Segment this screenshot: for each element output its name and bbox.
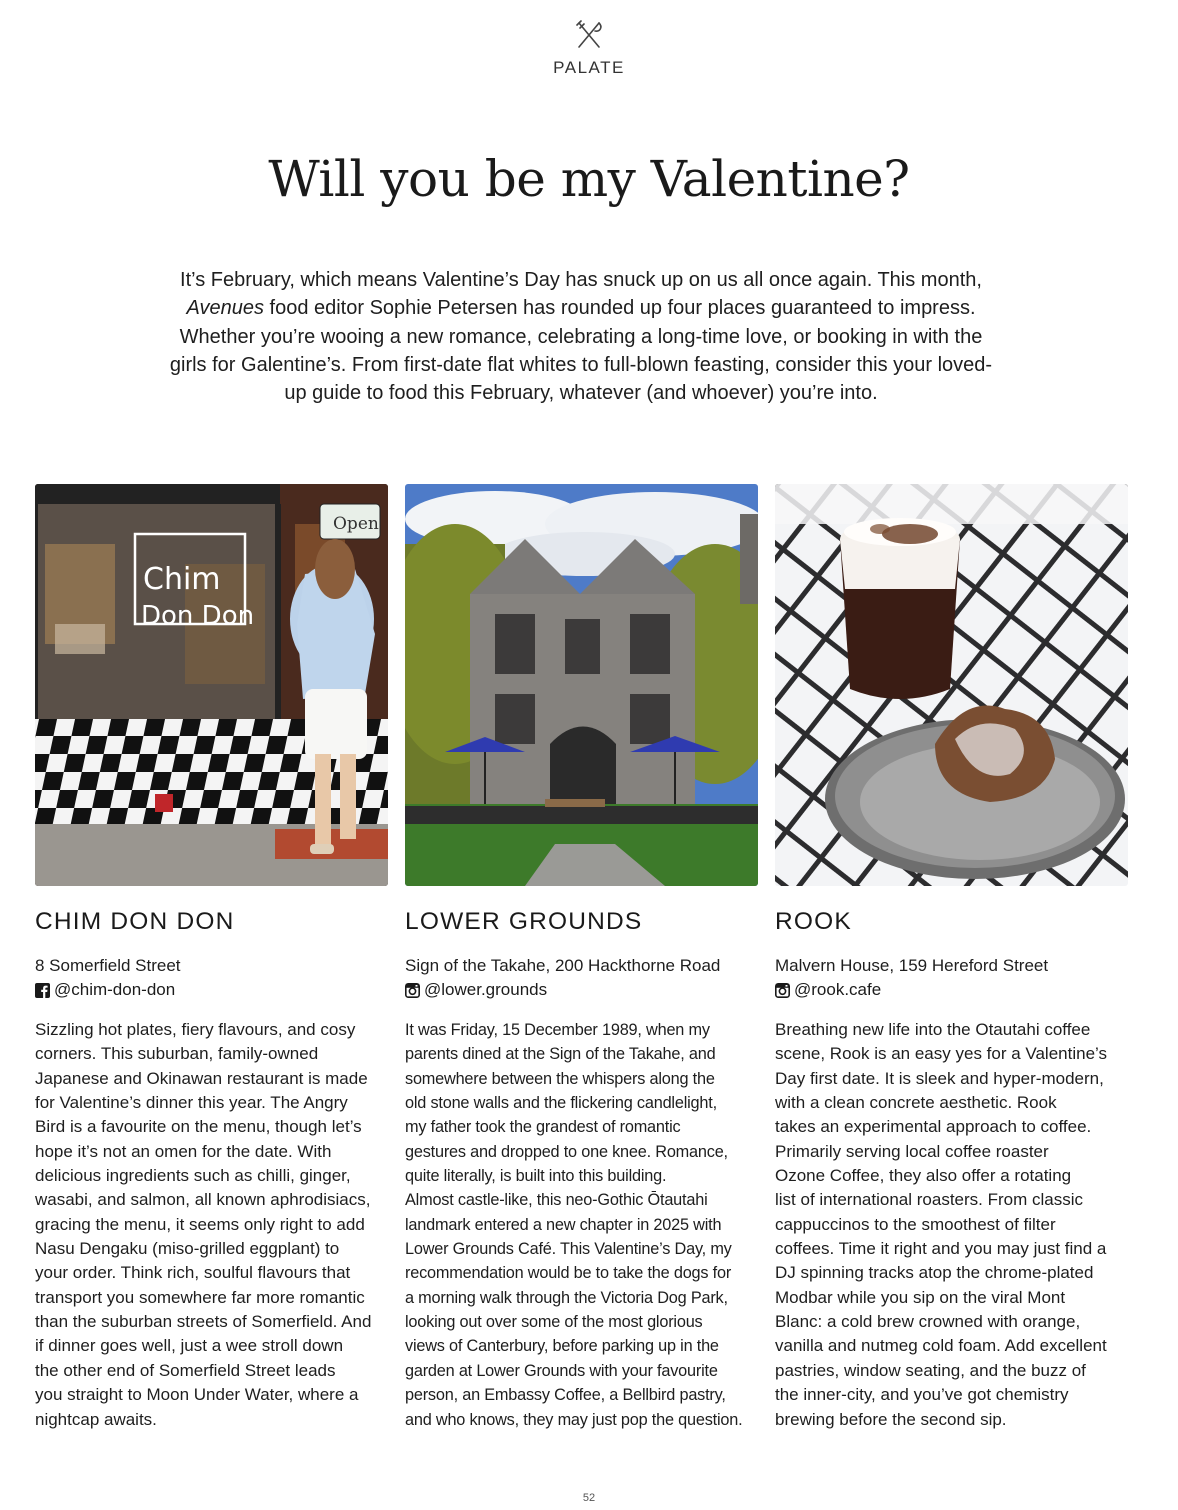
text-line: Sizzling hot plates, fiery flavours, and cosy xyxy=(35,1020,356,1039)
photo-lower-grounds xyxy=(405,484,758,886)
text-line: Modbar while you sip on the viral Mont xyxy=(775,1287,1066,1307)
text-line: old stone walls and the flickering candlelight, xyxy=(405,1094,717,1113)
text-line: your order. Think rich, soulful flavours that xyxy=(35,1263,351,1283)
text-line: It was Friday, 15 December 1989, when my xyxy=(405,1021,710,1039)
text-line: Lower Grounds Café. This Valentine’s Day, my xyxy=(405,1240,732,1259)
text-line: list of international roasters. From classic xyxy=(775,1190,1083,1210)
text-line: parents dined at the Sign of the Takahe, and xyxy=(405,1045,716,1064)
text-line: than the suburban streets of Somerfield. And xyxy=(35,1312,372,1332)
intro-text-1: It’s February, which means Valentine’s Day has snuck up on us all once again. This month, xyxy=(180,269,982,291)
text-line: transport you somewhere far more romantic xyxy=(35,1287,365,1307)
text-line: Almost castle-like, this neo-Gothic Ōtautahi xyxy=(405,1191,708,1210)
text-line: views of Canterbury, before parking up in the xyxy=(405,1337,719,1356)
intro-paragraph xyxy=(160,266,1002,407)
text-line: gracing the menu, it seems only right to add xyxy=(35,1214,365,1234)
stone-building-image xyxy=(405,484,758,886)
sign-text-line1: Chim xyxy=(143,562,221,597)
open-sign: Open xyxy=(333,514,379,534)
social-handle[interactable]: @lower.grounds xyxy=(424,980,548,999)
social-handle[interactable]: @chim-don-don xyxy=(54,980,176,999)
text-line: brewing before the second sip. xyxy=(775,1409,1007,1429)
text-line: for Valentine’s dinner this year. The Angry xyxy=(35,1093,348,1113)
text-line: landmark entered a new chapter in 2025 with xyxy=(405,1215,722,1234)
text-line: and who knows, they may just pop the question. xyxy=(405,1410,743,1429)
venue-rook xyxy=(775,908,1128,1432)
text-line: somewhere between the whispers along the xyxy=(405,1069,715,1088)
text-line: the other end of Somerfield Street leads xyxy=(35,1360,336,1380)
text-line: with a clean concrete aesthetic. Rook xyxy=(775,1093,1057,1113)
text-line: Day first date. It is sleek and hyper-modern, xyxy=(775,1068,1104,1088)
text-line: Bird is a favourite on the menu, though let’s xyxy=(35,1117,362,1137)
fork-knife-crossed-icon xyxy=(574,20,604,50)
intro-text-2: food editor Sophie Petersen has rounded up four places guaranteed to impress. Whether you’re wooing a new romance, celebrating a long-time love, or booking in with the girls for Galentine’s. From first-date flat whites to full-blown feasting, consider this your loved-up guide to food this February, whatever (and whoever) you’re into. xyxy=(169,297,993,405)
venue-name: LOWER GROUNDS xyxy=(405,908,643,935)
venue-chim-don-don xyxy=(35,908,388,1432)
venue-description xyxy=(35,1018,388,1432)
venue-social[interactable] xyxy=(35,978,388,1002)
text-line: Blanc: a cold brew crowned with orange, xyxy=(775,1312,1081,1332)
text-line: pastries, window seating, and the buzz of xyxy=(775,1360,1086,1380)
text-line: my father took the grandest of romantic xyxy=(405,1118,681,1137)
page-number: 52 xyxy=(582,1492,596,1504)
text-line: a morning walk through the Victoria Dog Park, xyxy=(405,1288,728,1307)
venue-address: Malvern House, 159 Hereford Street xyxy=(775,956,1049,975)
text-line: Nasu Dengaku (miso-grilled eggplant) to xyxy=(35,1239,340,1259)
photo-chim-don-don xyxy=(35,484,388,886)
photo-rook xyxy=(775,484,1128,886)
instagram-icon xyxy=(405,983,420,998)
venue-social[interactable] xyxy=(405,978,758,1002)
text-line: takes an experimental approach to coffee. xyxy=(775,1117,1092,1137)
text-line: DJ spinning tracks atop the chrome-plated xyxy=(775,1263,1094,1283)
text-line: corners. This suburban, family-owned xyxy=(35,1044,319,1064)
venue-name: CHIM DON DON xyxy=(35,908,235,935)
text-line: hope it’s not an omen for the date. With xyxy=(35,1141,332,1161)
text-line: scene, Rook is an easy yes for a Valentine’s xyxy=(775,1044,1107,1064)
text-line: Ozone Coffee, they also offer a rotating xyxy=(775,1166,1072,1186)
text-line: delicious ingredients such as chilli, ginger, xyxy=(35,1166,351,1186)
sign-text-line2: Don Don xyxy=(141,601,255,631)
text-line: the inner-city, and you’ve got chemistry xyxy=(775,1385,1069,1405)
text-line: wasabi, and salmon, all known aphrodisiacs, xyxy=(35,1190,371,1210)
text-line: quite literally, is built into this building. xyxy=(405,1167,667,1186)
venue-description xyxy=(775,1018,1128,1432)
coffee-pastry-image xyxy=(775,484,1128,886)
text-line: garden at Lower Grounds with your favourite xyxy=(405,1361,718,1380)
text-line: Breathing new life into the Otautahi coffee xyxy=(775,1020,1091,1039)
venue-address: 8 Somerfield Street xyxy=(35,956,181,975)
text-line: person, an Embassy Coffee, a Bellbird pastry, xyxy=(405,1386,726,1405)
text-line: gestures and dropped to one knee. Romance, xyxy=(405,1142,728,1161)
publication-name: Avenues xyxy=(186,297,264,320)
venue-description xyxy=(405,1018,758,1432)
text-line: coffees. Time it right and you may just find a xyxy=(775,1239,1107,1259)
text-line: nightcap awaits. xyxy=(35,1409,157,1429)
venue-social[interactable] xyxy=(775,978,1128,1002)
text-line: Japanese and Okinawan restaurant is made xyxy=(35,1068,368,1088)
text-line: Primarily serving local coffee roaster xyxy=(775,1141,1049,1161)
facebook-icon xyxy=(35,983,50,998)
page-title: Will you be my Valentine? xyxy=(268,150,910,208)
text-line: cappuccinos to the smoothest of filter xyxy=(775,1214,1056,1234)
section-label: PALATE xyxy=(553,58,625,77)
section-header xyxy=(0,20,1178,78)
venue-address: Sign of the Takahe, 200 Hackthorne Road xyxy=(405,956,721,975)
text-line: you straight to Moon Under Water, where a xyxy=(35,1385,359,1405)
text-line: if dinner goes well, just a wee stroll down xyxy=(35,1336,344,1356)
instagram-icon xyxy=(775,983,790,998)
text-line: vanilla and nutmeg cold foam. Add excellent xyxy=(775,1336,1107,1356)
venue-lower-grounds xyxy=(405,908,758,1432)
restaurant-storefront-image xyxy=(35,484,388,886)
social-handle[interactable]: @rook.cafe xyxy=(794,980,882,999)
venue-name: ROOK xyxy=(775,908,852,935)
text-line: looking out over some of the most glorious xyxy=(405,1313,703,1332)
text-line: recommendation would be to take the dogs for xyxy=(405,1264,732,1283)
